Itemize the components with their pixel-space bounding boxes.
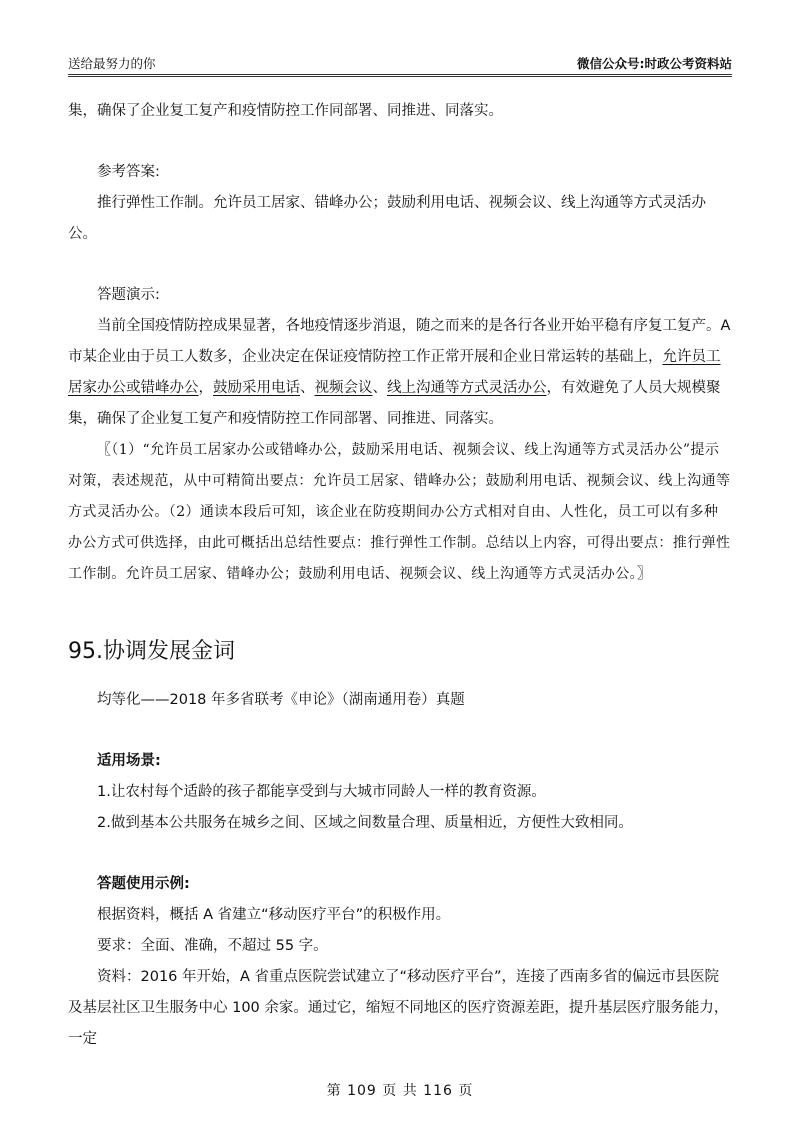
current-page-number: 109: [347, 1083, 377, 1099]
page-header: [68, 52, 732, 74]
example-question: 根据资料，概括 A 省建立“移动医疗平台”的积极作用。: [97, 907, 451, 923]
underlined-phrase: 视频会议: [314, 380, 373, 396]
header-slogan: 送给最努力的你: [68, 56, 156, 71]
analysis-block: 〖（1）“允许员工居家办公或错峰办公，鼓励采用电话、视频会议、线上沟通等方式灵活办公”提示对策，表述规范，从中可精简出要点：允许员工居家、错峰办公；鼓励利用电话、视频会议、线上沟通等方式灵活办公。（2）通读本段后可知，该企业在防疫期间办公方式相对自由、人性化，员工可以有多种办公方式可供选择，由此可概括出总结性要点：推行弹性工作制。总结以上内容，可得出要点：推行弹性工作制。允许员工居家、错峰办公；鼓励利用电话、视频会议、线上沟通等方式灵活办公。〗: [68, 442, 731, 582]
scene-label: 适用场景:: [97, 753, 161, 769]
example-material: 资料：2016 年开始，A 省重点医院尝试建立了“移动医疗平台”，连接了西南多省的偏远市县医院及基层社区卫生服务中心 100 余家。通过它，缩短不同地区的医疗资源差距，提升基层医疗服务能力，一定: [68, 969, 729, 1047]
scene-item: 1.让农村每个适龄的孩子都能享受到与大城市同龄人一样的教育资源。: [97, 784, 546, 800]
reference-answer-label: 参考答案:: [97, 164, 160, 180]
example-requirement: 要求：全面、准确，不超过 55 字。: [97, 938, 328, 954]
header-wechat-account: 微信公众号:时政公考资料站: [577, 56, 732, 71]
answer-demo-label: 答题演示:: [97, 287, 160, 303]
header-divider: [68, 74, 732, 75]
term-source-line: 均等化——2018 年多省联考《申论》（湖南通用卷）真题: [97, 692, 465, 708]
total-page-count: 116: [423, 1083, 453, 1099]
page-content: [68, 96, 732, 1055]
example-label: 答题使用示例:: [97, 876, 190, 892]
section-title: 95.协调发展金词: [68, 639, 235, 664]
underlined-phrase: 线上沟通等方式灵活办公: [387, 380, 547, 396]
scene-item: 2.做到基本公共服务在城乡之间、区域之间数量合理、质量相近，方便性大致相同。: [97, 815, 633, 831]
underlined-phrase: 鼓励采用电话: [213, 380, 300, 396]
page-footer: 第 109 页 共 116 页: [326, 1083, 474, 1099]
answer-demo-paragraph: 当前全国疫情防控成果显著，各地疫情逐步消退，随之而来的是各行各业开始平稳有序复工复产。A 市某企业由于员工人数多，企业决定在保证疫情防控工作正常开展和企业日常运转的基础上，允许员工居家办公或错峰办公，鼓励采用电话、视频会议、线上沟通等方式灵活办公，有效避免了人员大规模聚集，确保了企业复工复产和疫情防控工作同部署、同推进、同落实。: [68, 318, 731, 427]
header-divider-secondary: [68, 76, 732, 77]
continuation-paragraph: 集，确保了企业复工复产和疫情防控工作同部署、同推进、同落实。: [68, 103, 503, 119]
reference-answer-text: 推行弹性工作制。允许员工居家、错峰办公；鼓励利用电话、视频会议、线上沟通等方式灵活办公。: [68, 195, 706, 242]
underlined-phrase: 允许员工居家办公或错峰办公: [68, 349, 721, 396]
